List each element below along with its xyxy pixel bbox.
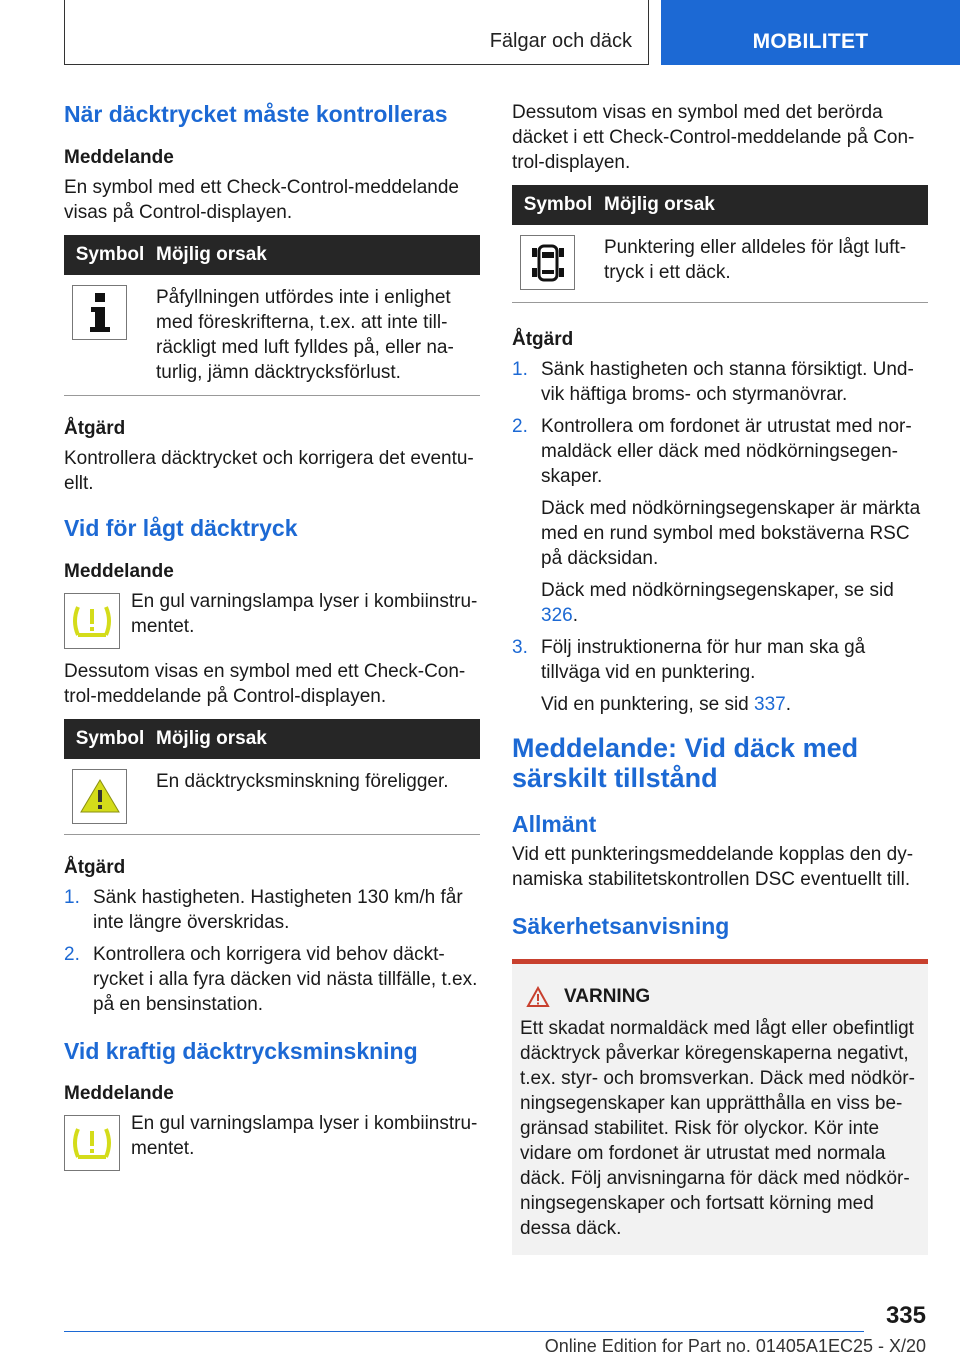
warning-text: Ett skadat normaldäck med lågt eller obefintligt däcktryck påverkar köregenskaperna negativt, t.ex. styr- och bromsverkan. Däck med nödkör-ningsegenskaper kan upprätthålla en viss be-gränsad stabilitet. Risk för olyckor. Kör inte vidare om fordonet är utrustat med normala däck. Följ anvisningarna för däck med nödkör-ningsegenskaper och fortsatt körning med dessa däck.: [520, 1018, 915, 1240]
table-row: [64, 275, 480, 395]
lamp-text: En gul varningslampa lyser i kombiinstru-mentet.: [131, 1113, 478, 1160]
action-label: Åtgärd: [64, 417, 126, 439]
general-text: Vid ett punkteringsmeddelande kopplas den dy-namiska stabilitetskontrollen DSC eventuellt till.: [512, 844, 914, 891]
header-section-box: [64, 0, 649, 65]
warning-triangle-icon: [72, 769, 127, 824]
list-item: 2. Kontrollera om fordonet är utrustat med nor-maldäck eller däck med nödkörningsegen-skaper. Däck med nödkörningsegenskaper är märkta med en rund symbol med bokstäverna RSC på däcksidan. Däck med nödkörningsegenskaper, se sid 326.: [512, 416, 921, 626]
right-column: [512, 100, 928, 1255]
cause-text: Påfyllningen utfördes inte i enlighet med föreskrifterna, t.ex. att inte till-räckligt med luft fylldes på, eller na-turlig, jämn däcktrycksförlust.: [156, 286, 454, 383]
page-number: 335: [885, 1302, 926, 1329]
message-label: Meddelande: [64, 560, 174, 582]
warning-triangle-icon: [526, 986, 550, 1008]
warning-box: [512, 959, 928, 1255]
warning-title: VARNING: [526, 986, 920, 1008]
heading-safety: Säkerhetsanvisning: [512, 913, 730, 940]
list-item: 3. Följ instruktionerna för hur man ska gå tillväga vid en punktering. Vid en punktering, se sid 337.: [512, 637, 866, 715]
symbol-table: [64, 235, 480, 396]
col-symbol: Symbol: [75, 243, 145, 265]
chapter-tab[interactable]: [661, 0, 960, 65]
action-label: Åtgärd: [64, 856, 126, 878]
car-flat-tire-icon: [520, 235, 575, 290]
action-steps: [512, 357, 928, 717]
action-steps: [64, 885, 480, 1017]
lamp-message: [64, 589, 480, 649]
message-label: Meddelande: [64, 146, 174, 168]
page-link-326[interactable]: 326: [541, 605, 573, 626]
lamp-message: [64, 1111, 480, 1171]
footer-divider: [64, 1331, 864, 1332]
heading-general: Allmänt: [512, 811, 597, 838]
heading-check-pressure: När däcktrycket måste kontrolleras: [64, 101, 448, 127]
col-cause: Möjlig orsak: [604, 194, 715, 215]
col-cause: Möjlig orsak: [156, 243, 267, 265]
heading-special-tires: Meddelande: Vid däck med särskilt tillstånd: [512, 733, 859, 794]
message-label: Meddelande: [64, 1083, 174, 1105]
symbol-table: [512, 185, 928, 303]
extra-text: Dessutom visas en symbol med ett Check-Con-trol-meddelande på Control-displayen.: [64, 660, 466, 707]
chapter-tab-label: MOBILITET: [752, 30, 869, 53]
col-symbol: Symbol: [523, 194, 593, 215]
table-header: [64, 235, 480, 275]
section-title: Fälgar och däck: [489, 30, 632, 52]
action-label: Åtgärd: [512, 329, 574, 350]
cause-text: Punktering eller alldeles för lågt luft-tryck i ett däck.: [604, 237, 907, 283]
table-row: [512, 225, 928, 302]
action-text: Kontrollera däcktrycket och korrigera det eventu-ellt.: [64, 447, 474, 494]
list-item: 1. Sänk hastigheten och stanna försiktigt. Und-vik häftiga broms- och styrmanövrar.: [512, 359, 914, 405]
col-symbol: Symbol: [75, 727, 145, 749]
col-cause: Möjlig orsak: [156, 727, 267, 749]
cause-text: En däcktrycksminskning föreligger.: [156, 770, 449, 792]
list-item: 1. Sänk hastigheten. Hastigheten 130 km/h får inte längre överskridas.: [64, 886, 463, 933]
lamp-text: En gul varningslampa lyser i kombiinstru-mentet.: [131, 590, 478, 637]
left-column: [64, 100, 480, 1181]
heading-strong-pressure-loss: Vid kraftig däcktrycksminskning: [64, 1037, 418, 1064]
table-row: [64, 759, 480, 834]
info-icon: [72, 285, 127, 340]
page-link-337[interactable]: 337: [754, 694, 786, 715]
table-header: [64, 719, 480, 759]
list-item: 2. Kontrollera och korrigera vid behov däckt-rycket i alla fyra däcken vid nästa tillfälle, t.ex. på en bensinstation.: [64, 943, 478, 1015]
table-header: [512, 185, 928, 225]
symbol-table: [64, 719, 480, 835]
tire-pressure-warning-icon: [64, 1115, 120, 1171]
intro-text: Dessutom visas en symbol med det berörda däcket i ett Check-Control-meddelande på Con-trol-displayen.: [512, 102, 915, 173]
heading-low-pressure: Vid för lågt däcktryck: [64, 514, 298, 541]
message-text: En symbol med ett Check-Control-meddelande visas på Control-displayen.: [64, 176, 459, 223]
footer-edition: Online Edition for Part no. 01405A1EC25 - X/20: [544, 1336, 926, 1356]
tire-pressure-warning-icon: [64, 593, 120, 649]
